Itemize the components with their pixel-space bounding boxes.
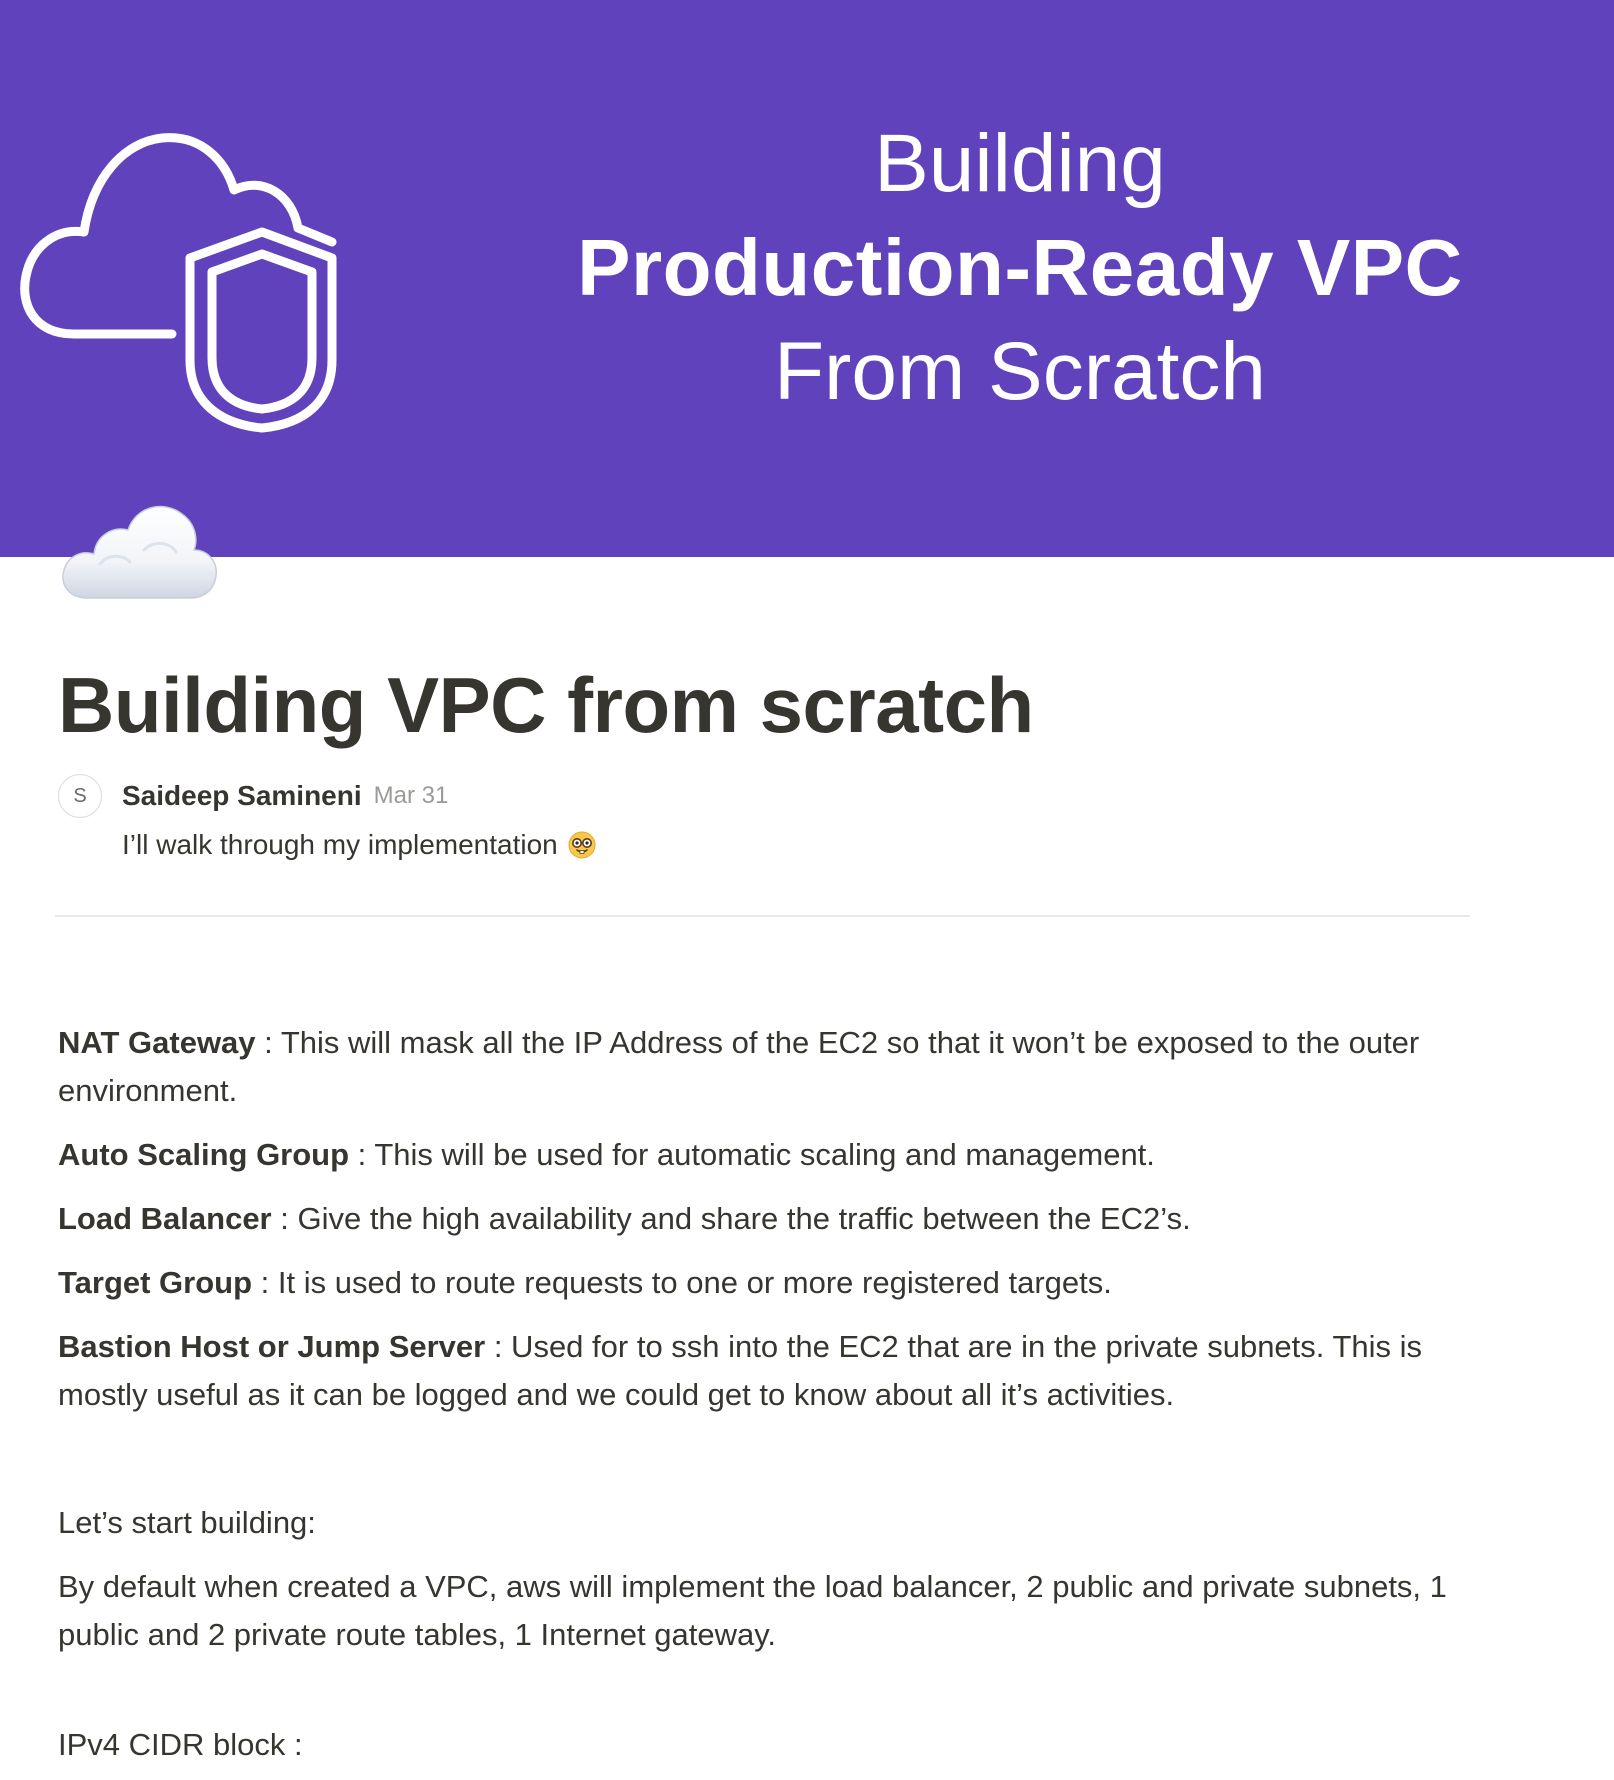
cloud-shield-icon: [12, 128, 337, 433]
author-name[interactable]: Saideep Samineni: [122, 780, 362, 811]
definition-target-group: [58, 1259, 1458, 1307]
definition-term: NAT Gateway: [58, 1025, 256, 1060]
definition-text: : Used for to ssh into the EC2 that are in the private subnets. This is mostly useful as it can be logged and we could get to know about all it’s activities.: [58, 1329, 1423, 1412]
cover-title: [500, 112, 1540, 424]
definition-text: : Give the high availability and share the traffic between the EC2’s.: [271, 1201, 1191, 1236]
definition-bastion-host: [58, 1323, 1458, 1419]
cover-line-1: Building: [874, 118, 1166, 209]
definition-term: Load Balancer: [58, 1201, 272, 1236]
definition-term: Auto Scaling Group: [58, 1137, 350, 1172]
definition-term: Bastion Host or Jump Server: [58, 1329, 486, 1364]
divider: [55, 915, 1470, 917]
spacer: [58, 1675, 1458, 1721]
page-title: Building VPC from scratch: [58, 661, 1034, 749]
cover-line-2: Production-Ready VPC: [577, 223, 1463, 312]
comment-text: I’ll walk through my implementation: [122, 829, 558, 860]
cover-banner: [0, 0, 1614, 557]
cidr-label: IPv4 CIDR block :: [58, 1727, 303, 1762]
definition-load-balancer: [58, 1195, 1458, 1243]
cover-line-3: From Scratch: [773, 326, 1267, 417]
definition-text: : This will be used for automatic scaling and management.: [349, 1137, 1155, 1172]
nerd-face-emoji: [568, 831, 596, 859]
post-date: Mar 31: [373, 782, 449, 809]
default-description: By default when created a VPC, aws will implement the load balancer, 2 public and private subnets, 1 public and 2 private route tables, 1 Internet gateway.: [58, 1569, 1447, 1652]
avatar[interactable]: S: [58, 774, 102, 818]
page-body: [58, 1019, 1458, 1780]
comment: [122, 829, 596, 861]
definition-auto-scaling-group: [58, 1131, 1458, 1179]
definition-term: Target Group: [58, 1265, 253, 1300]
cloud-emoji[interactable]: [60, 492, 220, 612]
definition-text: : This will mask all the IP Address of the EC2 so that it won’t be exposed to the outer environment.: [58, 1025, 1420, 1108]
definition-text: : It is used to route requests to one or more registered targets.: [252, 1265, 1112, 1300]
spacer: [58, 1435, 1458, 1499]
definition-nat-gateway: [58, 1019, 1458, 1115]
author-row: [58, 772, 448, 820]
start-heading: Let’s start building:: [58, 1505, 316, 1540]
